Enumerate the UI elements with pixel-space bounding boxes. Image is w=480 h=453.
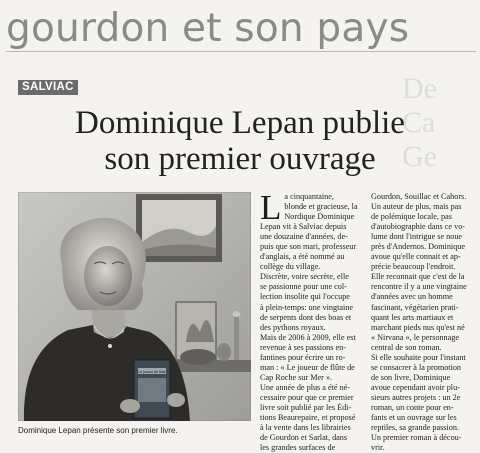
ghost-line: Ca — [402, 106, 436, 139]
article-line: les grandes surfaces de — [260, 443, 336, 453]
article-line: roman, un conte pour en- — [371, 402, 454, 412]
article-line: a cinquantaine, — [284, 192, 334, 201]
article-line: de polémique locale, pas — [371, 212, 452, 222]
article-line: revenue à ses passions en- — [260, 342, 346, 352]
article-line: Un premier roman à décou- — [371, 433, 462, 443]
headline — [20, 105, 460, 177]
article-line: se passionne pour une col- — [260, 282, 347, 292]
article-line: « Nirvana », le personnage — [371, 332, 459, 342]
article-line: avoue qu'elle connait et ap- — [371, 252, 461, 262]
article-line: Discrète, voire secrète, elle — [260, 272, 349, 282]
article-line: man : « Le joueur de flûte de — [260, 362, 355, 372]
article-line: Cap Roche sur Mer ». — [260, 372, 333, 382]
article-line: des pythons royaux. — [260, 322, 326, 332]
article-line: fants et un ouvrage sur les — [371, 413, 457, 423]
article-line: Elle reconnait que c'est de la — [371, 272, 465, 282]
article-line: près d'Andernos. Dominique — [371, 242, 466, 252]
article-photo — [18, 192, 251, 421]
article-line: sieurs autres projets : un 2e — [371, 392, 461, 402]
article-line: central de son roman. — [371, 342, 442, 352]
article-line: se consacrer à la promotion — [371, 362, 462, 372]
article-line: Gourdon, Souillac et Cahors. — [371, 192, 467, 201]
article-line: lume dont l'intrigue se noue — [371, 232, 463, 242]
article-line: de serpents dont des boas et — [260, 312, 352, 322]
article-line: Si elle souhaite pour l'instant — [371, 352, 466, 362]
section-title-rule — [6, 51, 476, 52]
article-line: marchant pieds nus qu'est né — [371, 322, 465, 332]
article-line: d'autobiographie dans ce vo- — [371, 222, 466, 232]
ghost-line: De — [402, 72, 437, 105]
article-line: lection insolite qui l'occupe — [260, 292, 350, 302]
article-line: tions Beaurepaire, et proposé — [260, 413, 356, 423]
article-line: Une année de plus a été né- — [260, 382, 351, 392]
article-line: à plein-temps: une vingtaine — [260, 302, 353, 312]
article-line: à la vente dans les librairies — [260, 423, 351, 433]
wall-painting — [136, 194, 222, 262]
article-column-2 — [371, 192, 473, 453]
article-line: rencontre il y a une vingtaine — [371, 282, 467, 292]
photo-caption: Dominique Lepan présente son premier livre. — [18, 426, 178, 435]
article-line: fascinant, végétarien prati- — [371, 302, 459, 312]
book-cover-title: Le joueur de flûte — [138, 370, 166, 374]
article-line: Lepan vit à Salviac depuis — [260, 222, 347, 232]
article-line: reptiles, sa grande passion. — [371, 423, 459, 433]
kicker-label: SALVIAC — [18, 80, 78, 95]
article-line: livre soit publié par les Édi- — [260, 402, 352, 412]
article-line: de Gourdon et Sarlat, dans — [260, 433, 348, 443]
article-line: vrir. — [371, 443, 385, 453]
held-book — [134, 360, 170, 418]
headline-line: Dominique Lepan publie — [75, 105, 405, 141]
article-line: avoue cependant avoir plu- — [371, 382, 460, 392]
article-line: de son livre, Dominique — [371, 372, 451, 382]
article-line: blonde et gracieuse, la — [284, 202, 358, 212]
article-line: quant les arts martiaux et — [371, 312, 454, 322]
woman-face — [84, 246, 132, 306]
article-line: Nordique Dominique — [284, 212, 355, 222]
section-title: gourdon et son pays — [6, 6, 410, 51]
drop-cap: L — [260, 188, 282, 227]
article-line: cessaire pour que ce premier — [260, 392, 354, 402]
ghost-line: Ge — [402, 140, 437, 172]
article-line: collège du village. — [260, 262, 321, 272]
article-line: Un auteur de plus, mais pas — [371, 202, 462, 212]
article-line: Mais de 2006 à 2009, elle est — [260, 332, 356, 342]
article-line: puis que son mari, professeur — [260, 242, 357, 252]
article-line: d'anglais, a été nommé au — [260, 252, 345, 262]
article-line: précie beaucoup l'endroit. — [371, 262, 456, 272]
article-line: fantines pour écrire un ro- — [260, 352, 346, 362]
article-line: d'années avec un homme — [371, 292, 453, 302]
article-column-1 — [260, 188, 364, 453]
article-line: une douzaine d'années, de- — [260, 232, 348, 242]
headline-line: son premier ouvrage — [104, 141, 376, 177]
